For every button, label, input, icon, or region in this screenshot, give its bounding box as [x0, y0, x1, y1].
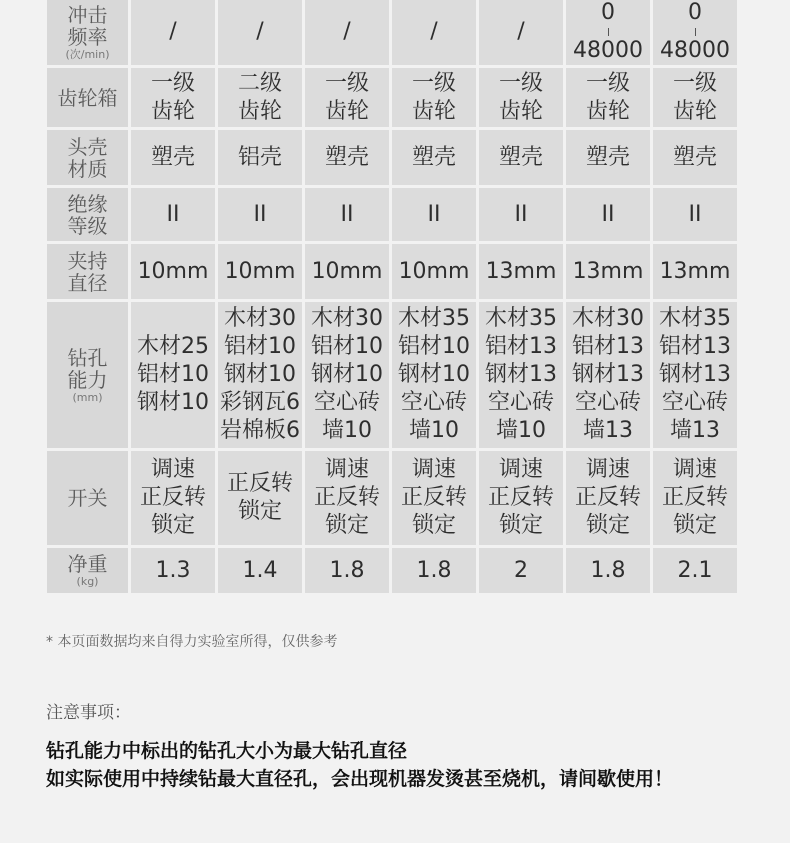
cell-line: 塑壳	[672, 144, 717, 170]
cell-line: 齿轮	[498, 98, 543, 124]
row-header-line: 等级	[67, 213, 108, 238]
cell-line: 调速	[672, 457, 717, 482]
row-header-line: 绝缘	[67, 191, 108, 216]
cell-line: 正反转	[400, 485, 467, 510]
row-header-line: 材质	[67, 156, 108, 181]
cell-line: 岩棉板6	[220, 418, 300, 443]
cell-chuck	[653, 244, 737, 299]
cell-line: 正反转	[226, 471, 293, 496]
row-header-switch	[47, 451, 128, 545]
cell-line: 墙13	[583, 418, 633, 443]
cell-line: 钢材10	[311, 362, 383, 387]
cell-insulation	[479, 188, 563, 241]
cell-line: 一级	[150, 70, 195, 96]
cell-line: 铝材10	[398, 334, 470, 359]
cell-line: 锁定	[411, 513, 456, 538]
cell-line: 13mm	[485, 258, 557, 284]
cell-line: 锁定	[672, 513, 717, 538]
cell-line: 木材25	[137, 334, 209, 359]
cell-impact	[392, 0, 476, 65]
cell-insulation	[131, 188, 215, 241]
cell-line: 木材30	[224, 306, 296, 331]
cell-line: 木材35	[659, 306, 731, 331]
cell-line: 铝材13	[659, 334, 731, 359]
cell-line: 空心砖	[661, 390, 728, 415]
cell-line: 正反转	[661, 485, 728, 510]
cell-line: 10mm	[311, 258, 383, 284]
cell-line: 木材35	[398, 306, 470, 331]
cell-line: 2	[514, 557, 528, 583]
spec-row-insulation	[47, 188, 737, 241]
cell-switch	[653, 451, 737, 545]
cell-line: 二级	[237, 70, 282, 96]
cell-chuck	[218, 244, 302, 299]
cell-line: 木材35	[485, 306, 557, 331]
cell-line: 一级	[585, 70, 630, 96]
cell-impact	[479, 0, 563, 65]
cell-line: 1.8	[329, 557, 365, 583]
cell-line: 调速	[150, 457, 195, 482]
spec-table-body	[47, 0, 737, 593]
row-header-line: 频率	[67, 24, 108, 49]
cell-line: 墙13	[670, 418, 720, 443]
cell-line: 齿轮	[150, 98, 195, 124]
cell-line: 齿轮	[672, 98, 717, 124]
cell-chuck	[479, 244, 563, 299]
cell-line: 钢材13	[659, 362, 731, 387]
cell-line: 铝材10	[224, 334, 296, 359]
cell-line: 1.3	[155, 557, 191, 583]
cell-gearbox	[218, 68, 302, 127]
cell-impact	[218, 0, 302, 65]
cell-line: 墙10	[322, 418, 372, 443]
cell-insulation	[566, 188, 650, 241]
spec-row-weight	[47, 548, 737, 593]
cell-housing	[305, 130, 389, 185]
cell-impact	[566, 0, 650, 65]
row-header-line: 头壳	[67, 134, 108, 159]
cell-line: II	[340, 201, 354, 227]
cell-housing	[479, 130, 563, 185]
cell-line: 墙10	[409, 418, 459, 443]
footnote: * 本页面数据均来自得力实验室所得，仅供参考	[46, 634, 338, 650]
cell-switch	[392, 451, 476, 545]
cell-insulation	[305, 188, 389, 241]
cell-line: 塑壳	[411, 144, 456, 170]
cell-line: 钢材13	[572, 362, 644, 387]
cell-line: /	[430, 19, 438, 44]
cell-gearbox	[479, 68, 563, 127]
cell-line: 铝材10	[137, 362, 209, 387]
cell-gearbox	[392, 68, 476, 127]
note-line-1: 钻孔能力中标出的钻孔大小为最大钻孔直径	[46, 740, 408, 762]
cell-gearbox	[566, 68, 650, 127]
cell-switch	[305, 451, 389, 545]
spec-row-housing	[47, 130, 737, 185]
cell-weight	[218, 548, 302, 593]
cell-drilling	[566, 302, 650, 448]
cell-line: /	[169, 19, 177, 44]
cell-housing	[653, 130, 737, 185]
spec-row-gearbox	[47, 68, 737, 127]
cell-drilling	[305, 302, 389, 448]
cell-line: 空心砖	[400, 390, 467, 415]
freq-min: 0	[688, 0, 702, 25]
spec-row-drilling	[47, 302, 737, 448]
cell-line: 齿轮	[585, 98, 630, 124]
spec-row-switch	[47, 451, 737, 545]
cell-housing	[218, 130, 302, 185]
cell-line: 铝壳	[237, 144, 282, 170]
cell-line: 一级	[324, 70, 369, 96]
cell-line: II	[253, 201, 267, 227]
cell-line: 正反转	[139, 485, 206, 510]
cell-line: 调速	[411, 457, 456, 482]
cell-drilling	[479, 302, 563, 448]
cell-line: II	[166, 201, 180, 227]
cell-impact	[131, 0, 215, 65]
row-header-line: 钻孔	[67, 345, 108, 370]
cell-line: 一级	[498, 70, 543, 96]
cell-line: 锁定	[585, 513, 630, 538]
cell-line: 调速	[585, 457, 630, 482]
cell-line: /	[256, 19, 264, 44]
cell-gearbox	[131, 68, 215, 127]
cell-weight	[566, 548, 650, 593]
cell-chuck	[566, 244, 650, 299]
range-tick	[608, 28, 609, 36]
cell-drilling	[392, 302, 476, 448]
cell-line: II	[514, 201, 528, 227]
cell-line: 正反转	[574, 485, 641, 510]
cell-line: 铝材10	[311, 334, 383, 359]
cell-drilling	[218, 302, 302, 448]
cell-line: 齿轮	[324, 98, 369, 124]
cell-line: 10mm	[398, 258, 470, 284]
cell-housing	[131, 130, 215, 185]
cell-line: 10mm	[137, 258, 209, 284]
cell-chuck	[392, 244, 476, 299]
cell-insulation	[218, 188, 302, 241]
row-header-weight	[47, 548, 128, 593]
row-header-line: 开关	[67, 486, 108, 510]
row-header-unit: (次/min)	[65, 47, 110, 61]
cell-line: 钢材13	[485, 362, 557, 387]
cell-line: 1.4	[242, 557, 278, 583]
cell-line: 空心砖	[487, 390, 554, 415]
row-header-chuck	[47, 244, 128, 299]
row-header-gearbox	[47, 68, 128, 127]
note-line-2: 如实际使用中持续钻最大直径孔，会出现机器发烫甚至烧机，请间歇使用！	[46, 768, 674, 790]
cell-line: 13mm	[659, 258, 731, 284]
cell-line: 正反转	[487, 485, 554, 510]
spec-row-impact	[47, 0, 737, 65]
cell-weight	[305, 548, 389, 593]
cell-line: 一级	[411, 70, 456, 96]
row-header-drilling	[47, 302, 128, 448]
cell-line: 塑壳	[498, 144, 543, 170]
row-header-line: 冲击	[67, 2, 108, 27]
cell-line: 齿轮	[411, 98, 456, 124]
cell-chuck	[131, 244, 215, 299]
cell-line: 13mm	[572, 258, 644, 284]
cell-drilling	[653, 302, 737, 448]
row-header-housing	[47, 130, 128, 185]
cell-line: 锁定	[324, 513, 369, 538]
cell-line: 塑壳	[585, 144, 630, 170]
cell-line: 锁定	[498, 513, 543, 538]
cell-line: 木材30	[311, 306, 383, 331]
row-header-insulation	[47, 188, 128, 241]
cell-impact	[305, 0, 389, 65]
cell-line: 铝材13	[572, 334, 644, 359]
cell-impact	[653, 0, 737, 65]
row-header-impact	[47, 0, 128, 65]
cell-switch	[218, 451, 302, 545]
cell-housing	[566, 130, 650, 185]
cell-weight	[131, 548, 215, 593]
range-tick	[695, 28, 696, 36]
cell-insulation	[392, 188, 476, 241]
cell-switch	[131, 451, 215, 545]
cell-line: 钢材10	[224, 362, 296, 387]
cell-line: 调速	[324, 457, 369, 482]
cell-line: 锁定	[237, 499, 282, 524]
row-header-line: 直径	[67, 270, 108, 295]
spec-table	[44, 0, 740, 596]
cell-drilling	[131, 302, 215, 448]
cell-line: II	[688, 201, 702, 227]
cell-line: 墙10	[496, 418, 546, 443]
cell-line: 2.1	[677, 557, 713, 583]
cell-insulation	[653, 188, 737, 241]
cell-line: II	[601, 201, 615, 227]
cell-weight	[392, 548, 476, 593]
cell-line: 塑壳	[150, 144, 195, 170]
cell-line: /	[517, 19, 525, 44]
cell-line: 调速	[498, 457, 543, 482]
row-header-unit: (mm)	[72, 390, 103, 404]
cell-line: II	[427, 201, 441, 227]
cell-line: 塑壳	[324, 144, 369, 170]
cell-switch	[566, 451, 650, 545]
cell-line: 空心砖	[574, 390, 641, 415]
cell-line: 10mm	[224, 258, 296, 284]
cell-line: /	[343, 19, 351, 44]
cell-line: 空心砖	[313, 390, 380, 415]
freq-min: 0	[601, 0, 615, 25]
row-header-line: 能力	[67, 367, 108, 392]
cell-line: 铝材13	[485, 334, 557, 359]
freq-max: 48000	[573, 38, 643, 63]
spec-row-chuck	[47, 244, 737, 299]
cell-line: 彩钢瓦6	[220, 390, 300, 415]
cell-line: 钢材10	[137, 390, 209, 415]
cell-line: 正反转	[313, 485, 380, 510]
row-header-line: 净重	[67, 552, 108, 576]
freq-max: 48000	[660, 38, 730, 63]
cell-weight	[479, 548, 563, 593]
cell-housing	[392, 130, 476, 185]
row-header-line: 夹持	[67, 248, 108, 273]
cell-line: 木材30	[572, 306, 644, 331]
cell-line: 钢材10	[398, 362, 470, 387]
cell-line: 1.8	[590, 557, 626, 583]
cell-chuck	[305, 244, 389, 299]
cell-line: 1.8	[416, 557, 452, 583]
cell-line: 锁定	[150, 513, 195, 538]
row-header-unit: (kg)	[76, 575, 99, 588]
row-header-line: 齿轮箱	[57, 85, 118, 110]
cell-line: 一级	[672, 70, 717, 96]
cell-gearbox	[653, 68, 737, 127]
cell-line: 齿轮	[237, 98, 282, 124]
cell-gearbox	[305, 68, 389, 127]
notes-title: 注意事项：	[46, 703, 131, 723]
cell-weight	[653, 548, 737, 593]
cell-switch	[479, 451, 563, 545]
